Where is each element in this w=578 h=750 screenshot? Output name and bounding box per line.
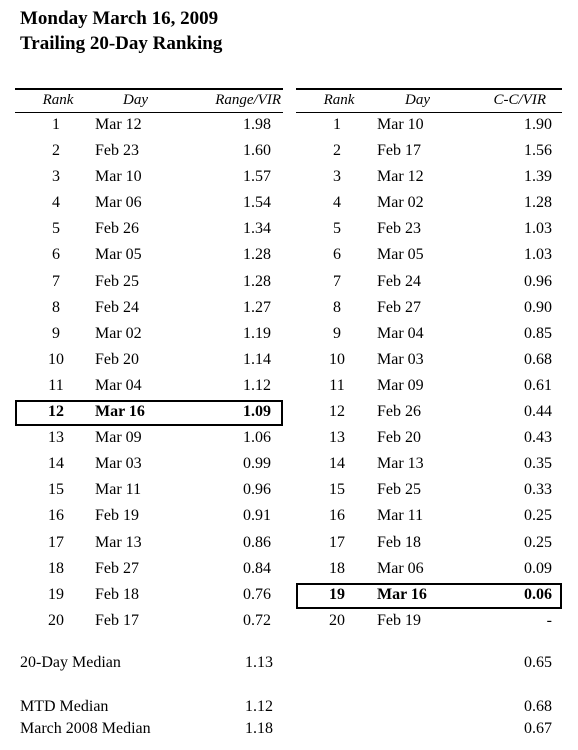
table-row [296, 452, 562, 478]
day-cell: Mar 12 [95, 116, 142, 133]
day-cell: Mar 10 [95, 168, 142, 186]
day-cell: Mar 03 [95, 455, 142, 473]
value-cell: 0.44 [524, 403, 552, 421]
table-row [296, 531, 562, 557]
day-cell: Feb 20 [95, 350, 139, 368]
value-cell: 0.86 [243, 533, 271, 551]
page-subtitle: Trailing 20-Day Ranking [20, 33, 223, 54]
rank-cell: 9 [333, 324, 341, 342]
value-cell: 1.28 [243, 246, 271, 264]
day-cell: Feb 20 [377, 429, 421, 447]
table-row [296, 322, 562, 348]
table-row [296, 113, 562, 139]
table-row [15, 165, 283, 191]
day-cell: Mar 06 [95, 194, 142, 212]
rank-cell: 11 [329, 376, 345, 394]
range-vir-column-header: Range/VIR [215, 92, 281, 108]
value-cell: 1.03 [524, 246, 552, 264]
twenty-day-median-row [0, 654, 578, 676]
rank-cell: 19 [329, 585, 345, 603]
table-row [296, 609, 562, 635]
table-row [296, 296, 562, 322]
day-column-header: Day [405, 92, 430, 108]
value-cell: 0.43 [524, 429, 552, 447]
value-cell: 0.35 [524, 455, 552, 473]
rank-cell: 4 [333, 194, 341, 212]
value-cell: 0.33 [524, 481, 552, 499]
rank-cell: 6 [333, 246, 341, 264]
stat-label: 20-Day Median [20, 654, 121, 671]
day-cell: Mar 12 [377, 168, 424, 186]
value-cell: 0.96 [524, 272, 552, 290]
value-cell: 1.06 [243, 429, 271, 447]
day-column-header: Day [123, 92, 148, 108]
table-row [15, 243, 283, 269]
value-cell: 1.28 [524, 194, 552, 212]
day-cell: Feb 19 [377, 611, 421, 629]
value-cell: 0.99 [243, 455, 271, 473]
rank-cell: 12 [329, 403, 345, 421]
table-row [296, 400, 562, 426]
rank-cell: 7 [52, 272, 60, 290]
rank-cell: 1 [52, 116, 60, 133]
cc-vir-mtd-median: 0.68 [524, 698, 552, 715]
value-cell: 0.96 [243, 481, 271, 499]
day-cell: Mar 10 [377, 116, 424, 133]
range-vir-mtd-median: 1.12 [245, 698, 273, 715]
day-cell: Mar 05 [377, 246, 424, 264]
value-cell: 1.57 [243, 168, 271, 186]
day-cell: Mar 09 [95, 429, 142, 447]
value-cell: 1.28 [243, 272, 271, 290]
day-cell: Mar 16 [377, 585, 427, 603]
day-cell: Feb 27 [377, 298, 421, 316]
day-cell: Feb 24 [377, 272, 421, 290]
day-cell: Feb 25 [377, 481, 421, 499]
cc-vir-median: 0.65 [524, 654, 552, 671]
value-cell: - [546, 611, 552, 629]
day-cell: Feb 26 [377, 403, 421, 421]
day-cell: Mar 11 [377, 507, 424, 525]
rank-cell: 18 [329, 559, 345, 577]
table-body [15, 113, 283, 635]
rank-cell: 13 [329, 429, 345, 447]
rank-cell: 17 [48, 533, 64, 551]
table-row [296, 374, 562, 400]
value-cell: 1.12 [243, 376, 271, 394]
value-cell: 0.25 [524, 507, 552, 525]
cc-vir-march-2008-median: 0.67 [524, 720, 552, 737]
rank-cell: 11 [48, 376, 64, 394]
highlighted-row [296, 583, 562, 609]
march-2008-median-row [0, 720, 578, 742]
rank-cell: 15 [48, 481, 64, 499]
table-row [15, 583, 283, 609]
value-cell: 1.09 [243, 403, 271, 421]
day-cell: Feb 26 [95, 220, 139, 238]
day-cell: Mar 09 [377, 376, 424, 394]
rank-cell: 2 [52, 142, 60, 160]
rank-cell: 3 [333, 168, 341, 186]
table-row [296, 165, 562, 191]
rank-cell: 5 [333, 220, 341, 238]
rank-column-header: Rank [323, 92, 355, 108]
day-cell: Mar 11 [95, 481, 142, 499]
table-row [15, 426, 283, 452]
day-cell: Feb 27 [95, 559, 139, 577]
value-cell: 1.39 [524, 168, 552, 186]
value-cell: 1.56 [524, 142, 552, 160]
rank-cell: 6 [52, 246, 60, 264]
value-cell: 0.09 [524, 559, 552, 577]
value-cell: 1.19 [243, 324, 271, 342]
table-row [15, 270, 283, 296]
table-row [15, 322, 283, 348]
rank-cell: 19 [48, 585, 64, 603]
day-cell: Mar 04 [377, 324, 424, 342]
value-cell: 1.14 [243, 350, 271, 368]
table-row [296, 270, 562, 296]
rank-cell: 9 [52, 324, 60, 342]
table-row [15, 504, 283, 530]
day-cell: Mar 03 [377, 350, 424, 368]
rank-cell: 17 [329, 533, 345, 551]
table-row [296, 191, 562, 217]
table-row [15, 452, 283, 478]
value-cell: 1.03 [524, 220, 552, 238]
stat-label: MTD Median [20, 698, 109, 715]
range-vir-table [15, 88, 283, 635]
day-cell: Feb 17 [377, 142, 421, 160]
value-cell: 0.25 [524, 533, 552, 551]
rank-cell: 16 [329, 507, 345, 525]
day-cell: Feb 18 [377, 533, 421, 551]
day-cell: Feb 24 [95, 298, 139, 316]
table-row [15, 139, 283, 165]
table-row [296, 504, 562, 530]
rank-cell: 14 [329, 455, 345, 473]
table-row [296, 217, 562, 243]
day-cell: Mar 02 [377, 194, 424, 212]
rank-cell: 4 [52, 194, 60, 212]
table-row [15, 531, 283, 557]
rank-cell: 8 [333, 298, 341, 316]
rank-cell: 13 [48, 429, 64, 447]
table-row [296, 243, 562, 269]
day-cell: Mar 13 [95, 533, 142, 551]
value-cell: 1.54 [243, 194, 271, 212]
table-row [15, 609, 283, 635]
value-cell: 0.90 [524, 298, 552, 316]
rank-cell: 5 [52, 220, 60, 238]
rank-cell: 10 [329, 350, 345, 368]
day-cell: Feb 23 [95, 142, 139, 160]
day-cell: Feb 23 [377, 220, 421, 238]
rank-cell: 12 [48, 403, 64, 421]
day-cell: Feb 17 [95, 611, 139, 629]
stat-label: March 2008 Median [20, 720, 151, 737]
table-row [15, 478, 283, 504]
rank-cell: 1 [333, 116, 341, 133]
range-vir-march-2008-median: 1.18 [245, 720, 273, 737]
table-row [15, 374, 283, 400]
value-cell: 1.90 [524, 116, 552, 133]
table-row [296, 139, 562, 165]
day-cell: Mar 04 [95, 376, 142, 394]
mtd-median-row [0, 698, 578, 720]
rank-cell: 2 [333, 142, 341, 160]
value-cell: 0.84 [243, 559, 271, 577]
rank-cell: 16 [48, 507, 64, 525]
rank-column-header: Rank [42, 92, 74, 108]
value-cell: 1.27 [243, 298, 271, 316]
value-cell: 0.72 [243, 611, 271, 629]
table-row [296, 557, 562, 583]
page-title: Monday March 16, 2009 [20, 8, 219, 29]
table-row [296, 348, 562, 374]
day-cell: Mar 16 [95, 403, 145, 421]
rank-cell: 18 [48, 559, 64, 577]
rank-cell: 8 [52, 298, 60, 316]
table-row [15, 191, 283, 217]
day-cell: Mar 13 [377, 455, 424, 473]
value-cell: 0.91 [243, 507, 271, 525]
rank-cell: 14 [48, 455, 64, 473]
table-row [15, 113, 283, 139]
cc-vir-table [296, 88, 562, 635]
rank-cell: 15 [329, 481, 345, 499]
rank-cell: 10 [48, 350, 64, 368]
value-cell: 1.34 [243, 220, 271, 238]
table-row [15, 296, 283, 322]
table-row [15, 557, 283, 583]
rank-cell: 7 [333, 272, 341, 290]
cc-vir-column-header: C-C/VIR [493, 92, 546, 108]
day-cell: Mar 02 [95, 324, 142, 342]
table-row [15, 348, 283, 374]
value-cell: 1.98 [243, 116, 271, 133]
value-cell: 0.85 [524, 324, 552, 342]
value-cell: 0.68 [524, 350, 552, 368]
day-cell: Feb 18 [95, 585, 139, 603]
highlighted-row [15, 400, 283, 426]
rank-cell: 3 [52, 168, 60, 186]
table-row [15, 217, 283, 243]
value-cell: 0.06 [524, 585, 552, 603]
day-cell: Mar 05 [95, 246, 142, 264]
rank-cell: 20 [48, 611, 64, 629]
rank-cell: 20 [329, 611, 345, 629]
table-header [15, 88, 283, 113]
table-body [296, 113, 562, 635]
value-cell: 1.60 [243, 142, 271, 160]
day-cell: Feb 25 [95, 272, 139, 290]
day-cell: Mar 06 [377, 559, 424, 577]
table-row [296, 478, 562, 504]
value-cell: 0.61 [524, 376, 552, 394]
day-cell: Feb 19 [95, 507, 139, 525]
table-row [296, 426, 562, 452]
range-vir-median: 1.13 [245, 654, 273, 671]
table-header [296, 88, 562, 113]
value-cell: 0.76 [243, 585, 271, 603]
